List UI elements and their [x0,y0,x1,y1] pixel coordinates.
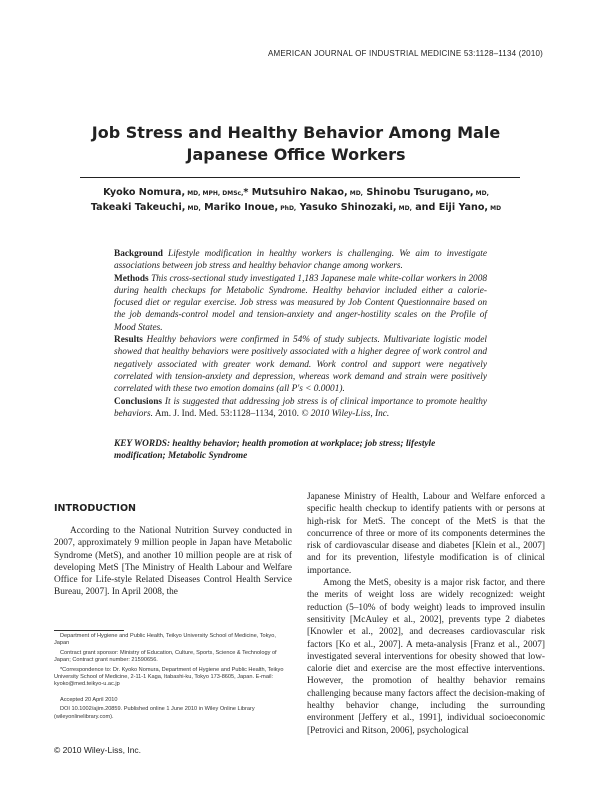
abstract-text: It is suggested that addressing job stress is of clinical importance to promote healthy behaviors. [114,396,488,419]
abstract-heading: Results [114,335,143,346]
title-line-1: Job Stress and Healthy Behavior Among Male [91,123,501,142]
author-name: Takeaki Takeuchi, [90,202,186,213]
abstract-conclusions [114,396,487,421]
body-paragraph: Japanese Ministry of Health, Labour and Welfare enforced a specific health checkup to identify patients with or persons at high-risk for MetS. The concept of the MetS is that the concurrence of three or more of its components determines the risk of cardiovascular disease and diabetes [Klein et al., 2007] and for its prevention, lifestyle modification is of clinical importance. [307,492,545,576]
left-column [54,525,292,599]
footnote-doi: DOI 10.1002/ajim.20859. Published online 1 June 2010 in Wiley Online Library (wileyonlinelibrary.com). [54,706,255,720]
author-degree: MD, [347,190,363,197]
article-title [40,122,552,166]
abstract-text: This cross-sectional study investigated 1,183 Japanese male white-collar workers in 2008 during health checkups for Metabolic Syndrome. Healthy behavior included either a calorie-focused diet or regular exercise. Job stress was measured by Job Content Questionnaire based on the job demands-control model and tension-anxiety and anger-hostility scales on the Profile of Mood States. [114,273,488,333]
abstract-citation: Am. J. Ind. Med. 53:1128–1134, 2010. [154,408,299,419]
page-copyright: © 2010 Wiley-Liss, Inc. [54,745,142,755]
author-separator: * [243,187,252,198]
abstract-text: Healthy behaviors were confirmed in 54% of study subjects. Multivariate logistic model showed that healthy behaviors were positively associated with a higher degree of work control and negatively associated with greater work demand. Work control and support were negatively correlated with tension-anxiety and depression, whereas work demand and strain were positively correlated with these two emotion domains (all P's < 0.0001). [114,335,487,395]
right-column [307,491,545,737]
keywords: KEY WORDS: healthy behavior; health promotion at workplace; job stress; lifestyle modification; Metabolic Syndrome [114,439,436,462]
author-name: Yasuko Shinozaki, [299,202,397,213]
abstract-heading: Methods [114,273,149,284]
abstract-copyright: © 2010 Wiley-Liss, Inc. [301,408,390,419]
body-paragraph: Among the MetS, obesity is a major risk factor, and there the merits of weight loss are widely recognized: weight reduction (5–10% of body weight) leads to improved insulin sensitivity [McAuley et al., 2002], prevents type 2 diabetes [Knowler et al., 2002], and decreases cardiovascular risk factors [Ko et al., 2007]. A meta-analysis [Franz et al., 2007] investigated several interventions for obesity showed that low-calorie diet and exercise are the most effective interventions. However, the promotion of healthy behavior remains challenging because many factors affect the decision-making of healthy behavior change, including the surrounding environment [Jeffery et al., 1991], individual socioeconomic [Petrovici and Ritson, 2006], psychological [307,578,545,736]
footnote-grant: Contract grant sponsor: Ministry of Education, Culture, Sports, Science & Technology of Japan; Contract grant number: 21590656. [54,649,277,664]
footnote-affiliation: Department of Hygiene and Public Health, Teikyo University School of Medicine, Tokyo, Japan [54,633,276,647]
author-name: Shinobu Tsurugano, [366,187,474,198]
footnote-correspondence: *Correspondence to: Dr. Kyoko Nomura, Department of Hygiene and Public Health, Teikyo University School of Medicine, 2-11-1 Kaga, Itabashi-ku, Tokyo 173-8605, Japan. E-mail: kyoko@med.teikyo-u.ac.jp [54,666,284,688]
body-paragraph: According to the National Nutrition Survey conducted in 2007, approximately 9 million people in Japan have Metabolic Syndrome (MetS), and another 10 million people are at risk of developing MetS [The Ministry of Health Labour and Welfare Office for Life-style Related Diseases Control Health Service Bureau, 2007]. In April 2008, the [54,526,292,598]
abstract-text: Lifestyle modification in healthy workers is challenging. We aim to investigate associations between job stress and healthy behavior change among workers. [114,249,487,272]
author-name: Mariko Inoue, [204,202,279,213]
abstract-heading: Background [114,249,163,259]
author-degree: MD [488,205,502,212]
footnote-accepted: Accepted 20 April 2010 [60,696,118,703]
author-name: Kyoko Nomura, [103,187,186,198]
section-heading: INTRODUCTION [54,503,136,514]
abstract-results [114,334,487,395]
abstract-background [114,248,487,273]
author-name: and Eiji Yano, [415,202,489,213]
author-list [40,186,552,216]
footnotes [54,633,292,723]
author-degree: MD, [396,205,412,212]
author-name: Mutsuhiro Nakao, [251,187,348,198]
author-degree: PhD, [278,205,297,212]
abstract-heading: Conclusions [114,396,163,407]
author-degree: MD, MPH, DMSc, [185,190,244,197]
footnote-rule [54,630,124,631]
abstract-methods [114,273,487,334]
abstract [114,248,487,420]
title-rule [80,177,520,178]
author-degree: MD, [473,190,489,197]
author-degree: MD, [185,205,201,212]
journal-header: AMERICAN JOURNAL OF INDUSTRIAL MEDICINE 53:1128–1134 (2010) [268,49,543,58]
title-line-2: Japanese Office Workers [186,145,406,164]
